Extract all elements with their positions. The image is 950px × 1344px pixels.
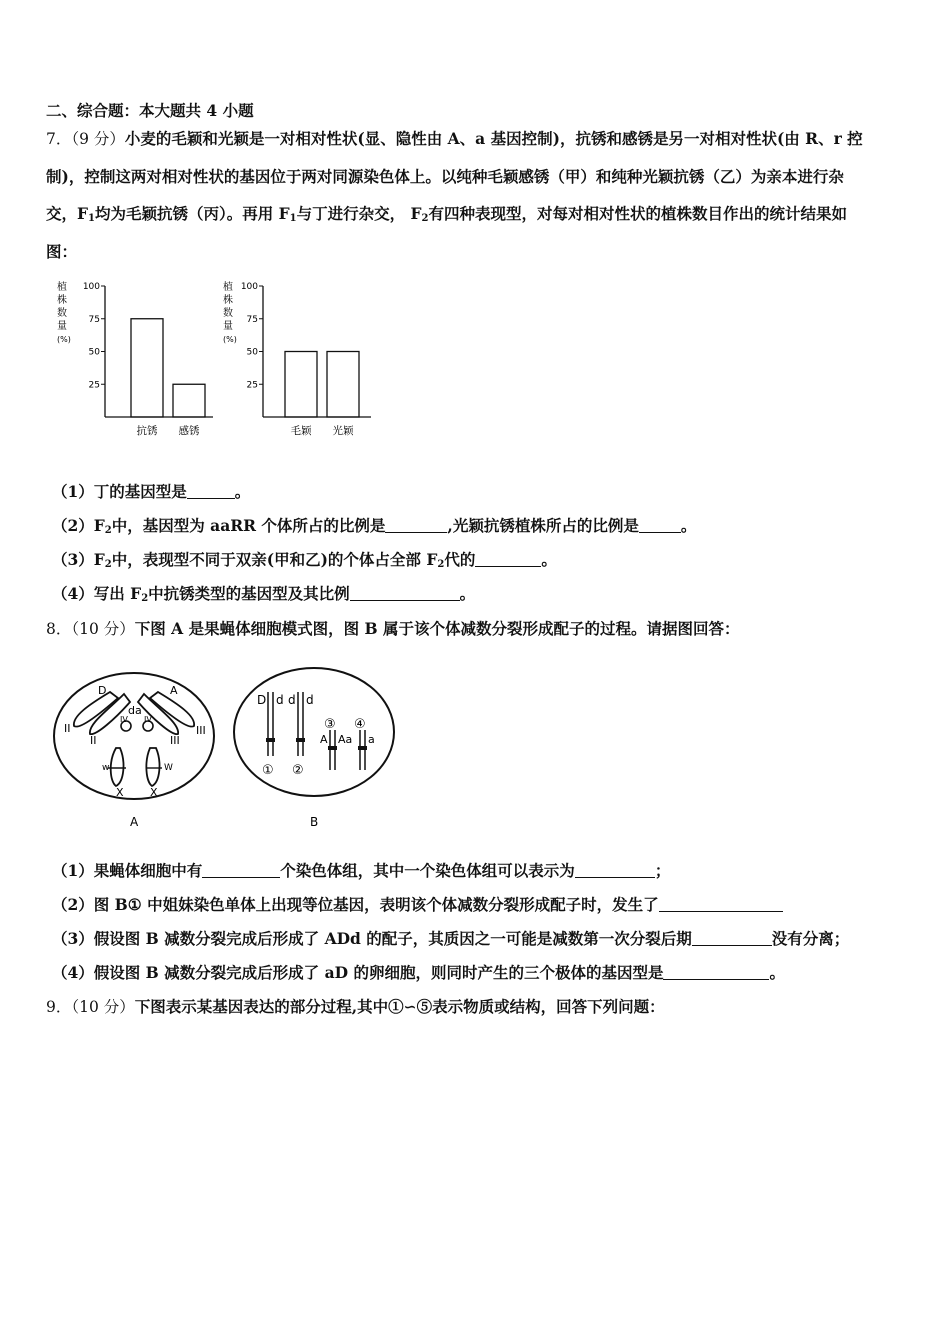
y-axis-label-part: 植 (223, 282, 233, 293)
label-D: D (98, 684, 107, 697)
label-W: W (164, 763, 173, 773)
q7-sub-question-4 (52, 583, 475, 610)
q8-sq4-a: （4）假设图 B 减数分裂完成后形成了 aD 的卵细胞，则同时产生的三个极体的基因型是 (52, 963, 664, 982)
chromosome-X-right (146, 748, 159, 786)
q7-sq2-c: ,光颖抗锈植株所占的比例是 (447, 516, 639, 535)
q7-sq4-blank[interactable] (350, 584, 460, 601)
label-B-d1: d (276, 693, 284, 707)
label-B-D: D (257, 693, 267, 707)
label-circle-2: ② (292, 763, 304, 778)
chromosome-2-centromere (296, 738, 305, 742)
label-II-left: II (64, 722, 71, 735)
y-axis-label-part: (%) (223, 335, 237, 344)
label-II-left-2: II (90, 734, 97, 747)
y-axis-label-part: 数 (223, 308, 233, 319)
y-tick-label: 100 (240, 282, 258, 292)
q7-sq4-b: 中抗锈类型的基因型及其比例 (148, 584, 350, 603)
q7-sq3-end: 。 (541, 550, 557, 569)
q7-text-1: 小麦的毛颖和光颖是一对相对性状(显、隐性由 A、a 基因控制)，抗锈和感锈是另一对相对性状(由 R、r 控 (124, 129, 863, 148)
q7-sub-2: 1 (289, 213, 297, 224)
y-axis-label-part: 植 (57, 282, 67, 293)
q7-text-3c: 与丁进行杂交， F (296, 204, 422, 223)
q9-score: （10 分） (71, 998, 135, 1016)
y-tick-label: 25 (246, 380, 258, 391)
label-da: da (128, 704, 142, 717)
q8-sub-question-4 (52, 962, 785, 984)
q7-sq4-a: （4）写出 F (52, 584, 142, 603)
q7-sq1-blank[interactable] (187, 482, 235, 499)
q7-sq2-end: 。 (680, 516, 697, 535)
q7-sq2-b: 中，基因型为 aaRR 个体所占的比例是 (111, 516, 386, 535)
y-tick-label: 75 (88, 314, 100, 325)
q7-sq1-text: （1）丁的基因型是 (52, 482, 187, 501)
q8-sq1-end: ； (654, 861, 671, 880)
q7-line-1 (46, 128, 863, 150)
q7-sq3-c: 代的 (444, 550, 476, 569)
figure-a-somatic-cell (50, 664, 225, 832)
q7-sq3-sub: 2 (104, 559, 112, 570)
q8-sq3-a: （3）假设图 B 减数分裂完成后形成了 ADd 的配子，其质因之一可能是减数第一次分裂后期 (52, 929, 692, 948)
q8-number: 8． (46, 620, 72, 638)
label-B-Aa: Aa (338, 733, 353, 746)
label-IV-right: IV (144, 715, 152, 724)
label-B-d3: d (306, 693, 314, 707)
q7-text-3d: 有四种表现型，对每对相对性状的植株数目作出的统计结果如 (428, 204, 847, 223)
y-axis-label-part: 量 (57, 321, 67, 332)
cell-membrane-b (234, 668, 394, 796)
q7-number: 7． (46, 130, 72, 148)
figure-a-caption: A (130, 815, 139, 829)
q7-sub-question-3 (52, 549, 557, 576)
bar-抗锈 (131, 319, 163, 417)
q8-text: 下图 A 是果蝇体细胞模式图，图 B 属于该个体减数分裂形成配子的过程。请据图回答： (134, 619, 740, 638)
cell-membrane-a (54, 673, 214, 799)
q7-sq4-sub: 2 (141, 593, 149, 604)
y-axis-label-part: 株 (223, 295, 233, 306)
q7-text-3b: 均为毛颖抗锈（丙）。再用 F (94, 204, 290, 223)
q8-line-1 (46, 618, 740, 640)
q8-sq3-b: 没有分离； (771, 929, 850, 948)
chromosome-3-centromere (328, 746, 337, 750)
q9-number: 9． (46, 998, 72, 1016)
label-III-right: III (196, 724, 206, 737)
chromosome-X-left (111, 748, 124, 786)
section-title: 二、综合题：本大题共 4 小题 (46, 101, 254, 120)
q9-text: 下图表示某基因表达的部分过程,其中①∽⑤表示物质或结构，回答下列问题： (134, 997, 665, 1016)
q7-sq2-blank-1[interactable] (385, 516, 447, 533)
y-tick-label: 75 (246, 314, 258, 325)
y-axis-label-part: 株 (57, 295, 67, 306)
label-III-right-2: III (170, 734, 180, 747)
q8-score: （10 分） (71, 620, 135, 638)
q7-sq3-a: （3）F (52, 550, 105, 569)
q8-sq1-blank-1[interactable] (202, 861, 280, 878)
q8-sub-question-1 (52, 860, 670, 882)
q7-sq2-a: （2）F (52, 516, 105, 535)
q9-line-1 (46, 996, 665, 1018)
y-tick-label: 50 (88, 347, 100, 358)
q7-sq1-end: 。 (234, 482, 251, 501)
label-circle-3: ③ (324, 717, 336, 732)
q7-sub-3: 2 (421, 213, 429, 224)
bar-光颖 (327, 352, 359, 418)
q7-sub-question-1 (52, 481, 250, 503)
y-tick-label: 100 (82, 282, 100, 292)
label-circle-1: ① (262, 763, 274, 778)
q7-sq3-sub2: 2 (437, 559, 445, 570)
q8-sq2-a: （2）图 B① 中姐妹染色单体上出现等位基因，表明该个体减数分裂形成配子时，发生了 (52, 895, 659, 914)
chromosome-4-centromere (358, 746, 367, 750)
y-tick-label: 50 (246, 347, 258, 358)
x-category-label: 感锈 (178, 425, 200, 437)
q7-sq2-sub: 2 (104, 525, 112, 536)
label-IV-left: IV (120, 715, 128, 724)
q8-sq1-blank-2[interactable] (575, 861, 655, 878)
q8-sq4-end: 。 (769, 963, 785, 982)
q8-sq2-blank[interactable] (659, 895, 783, 912)
q7-score: （9 分） (71, 130, 125, 148)
bar-感锈 (173, 384, 205, 417)
x-category-label: 毛颖 (290, 425, 312, 437)
figure-b-meiosis-cell (226, 652, 406, 832)
q8-sq4-blank[interactable] (663, 963, 769, 980)
label-X-right: X (150, 786, 158, 799)
y-axis-label-part: 量 (223, 321, 233, 332)
label-B-a: a (368, 733, 375, 746)
label-circle-4: ④ (354, 717, 366, 732)
label-X-left: X (116, 786, 124, 799)
q7-sq2-blank-2[interactable] (639, 516, 681, 533)
q7-sub-question-2 (52, 515, 696, 542)
q8-sq1-a: （1）果蝇体细胞中有 (52, 861, 203, 880)
x-category-label: 抗锈 (136, 425, 158, 437)
bar-charts-figure (55, 280, 395, 445)
y-axis-label-part: 数 (57, 308, 67, 319)
q8-sq3-blank[interactable] (692, 929, 772, 946)
label-B-d2: d (288, 693, 296, 707)
chart-glume-type (223, 280, 371, 437)
label-B-A: A (320, 733, 328, 746)
y-tick-label: 25 (88, 380, 100, 391)
figure-b-caption: B (310, 815, 319, 829)
chromosome-1-centromere (266, 738, 275, 742)
q7-line-2: 制)，控制这两对相对性状的基因位于两对同源染色体上。以纯种毛颖感锈（甲）和纯种光颖抗锈（乙）为亲本进行杂 (46, 167, 844, 186)
x-category-label: 光颖 (332, 425, 354, 437)
q7-line-3 (46, 203, 847, 230)
q7-sq3-b: 中，表现型不同于双亲(甲和乙)的个体占全部 F (111, 550, 438, 569)
q8-sub-question-2 (52, 894, 783, 916)
q7-text-3a: 交，F (46, 204, 89, 223)
y-axis-label-part: (%) (57, 335, 71, 344)
q7-sub-1: 1 (88, 213, 95, 224)
q8-sub-question-3 (52, 928, 849, 950)
q7-sq3-blank[interactable] (475, 550, 541, 567)
q7-line-4: 图： (46, 242, 78, 261)
q7-sq4-end: 。 (459, 584, 476, 603)
chart-rust-resistance (57, 280, 213, 437)
label-A: A (170, 684, 178, 697)
label-w: w (102, 763, 110, 773)
bar-毛颖 (285, 352, 317, 418)
q8-sq1-b: 个染色体组，其中一个染色体组可以表示为 (280, 861, 575, 880)
